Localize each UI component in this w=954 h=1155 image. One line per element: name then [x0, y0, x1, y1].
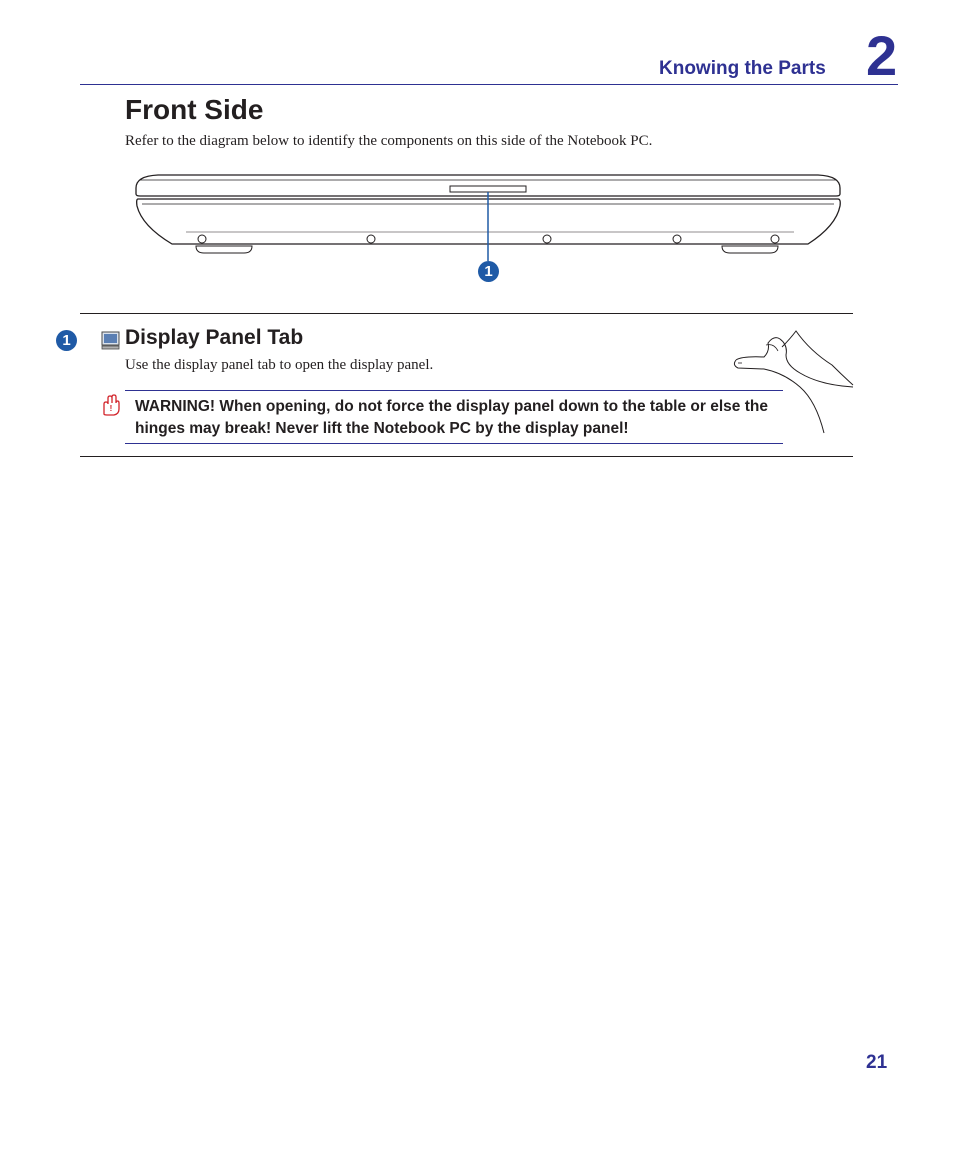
component-description: Use the display panel tab to open the display panel.: [125, 357, 434, 373]
warning-hand-icon: [101, 394, 121, 421]
warning-box: [125, 390, 783, 444]
intro-text: Refer to the diagram below to identify the components on this side of the Notebook PC.: [125, 133, 653, 149]
page-number: 21: [866, 1052, 888, 1073]
hand-opening-illustration: [724, 329, 854, 440]
diagram-callout-1: 1: [478, 261, 499, 282]
header-divider: [80, 84, 898, 85]
component-title: Display Panel Tab: [125, 326, 304, 349]
svg-text:!: !: [109, 404, 113, 413]
warning-text: WARNING! When opening, do not force the display panel down to the table or else the hinges may break! Never lift the Notebook PC by the display panel!: [135, 398, 768, 437]
section-title: Knowing the Parts: [659, 58, 826, 79]
section-top-rule: [80, 313, 853, 314]
section-bottom-rule: [80, 456, 853, 457]
component-number: 1: [56, 330, 77, 351]
page-title: Front Side: [125, 94, 264, 125]
display-panel-icon: [101, 331, 120, 355]
chapter-number: 2: [866, 24, 898, 87]
